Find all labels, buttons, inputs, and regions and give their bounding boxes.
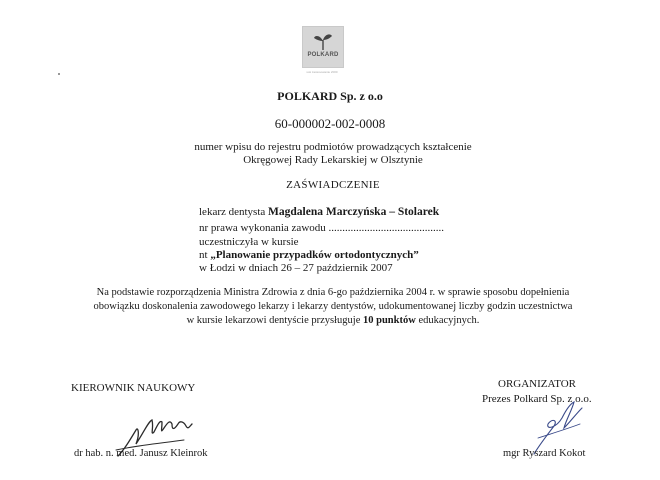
polkard-logo — [302, 26, 344, 68]
legal-basis-line2: obowiązku doskonalenia zawodowego lekarzy i lekarzy dentystów, udokumentowanej liczby godzin uczestnictwa — [93, 301, 573, 312]
scan-speck — [58, 73, 60, 75]
organizer-title: ORGANIZATOR — [498, 378, 577, 390]
points-text-after: edukacyjnych. — [415, 315, 480, 326]
legal-basis-line1: Na podstawie rozporządzenia Ministra Zdrowia z dnia 6-go października 2004 r. w sprawie sposobu dopełnienia — [96, 287, 570, 298]
organizer-role: Prezes Polkard Sp. z o.o. — [482, 393, 592, 405]
scientific-director-title: KIEROWNIK NAUKOWY — [71, 382, 196, 394]
recipient-prefix: lekarz dentysta — [199, 206, 266, 218]
logo-brand-text: POLKARD — [307, 52, 339, 58]
location-dates: w Łodzi w dniach 26 – 27 październik 2007 — [199, 262, 393, 274]
registry-number: 60-000002-002-0008 — [274, 116, 386, 131]
certificate-title: ZAŚWIADCZENIE — [286, 179, 380, 191]
logo-subtitle: sok zastosowanie 2000 — [306, 70, 338, 74]
points-text-before: w kursie lekarzowi dentyście przysługuje — [186, 315, 363, 326]
points-value: 10 punktów — [363, 315, 416, 326]
company-name: POLKARD Sp. z o.o — [277, 89, 383, 103]
attendance-line: uczestniczyła w kursie — [199, 236, 299, 248]
recipient-name: Magdalena Marczyńska – Stolarek — [268, 206, 440, 218]
license-line: nr prawa wykonania zawodu .......................................... — [199, 222, 445, 234]
sprout-icon — [312, 30, 334, 52]
course-prefix: nt — [199, 249, 208, 261]
registry-description-line2: Okręgowej Rady Lekarskiej w Olsztynie — [243, 154, 423, 166]
course-line — [199, 249, 419, 261]
registry-description-line1: numer wpisu do rejestru podmiotów prowadzących kształcenie — [194, 141, 472, 153]
organizer-name: mgr Ryszard Kokot — [503, 448, 586, 459]
legal-basis-line3 — [0, 315, 660, 326]
scientific-director-name: dr hab. n. med. Janusz Kleinrok — [74, 448, 208, 459]
course-name: „Planowanie przypadków ortodontycznych” — [210, 249, 419, 261]
recipient-line — [199, 206, 439, 218]
